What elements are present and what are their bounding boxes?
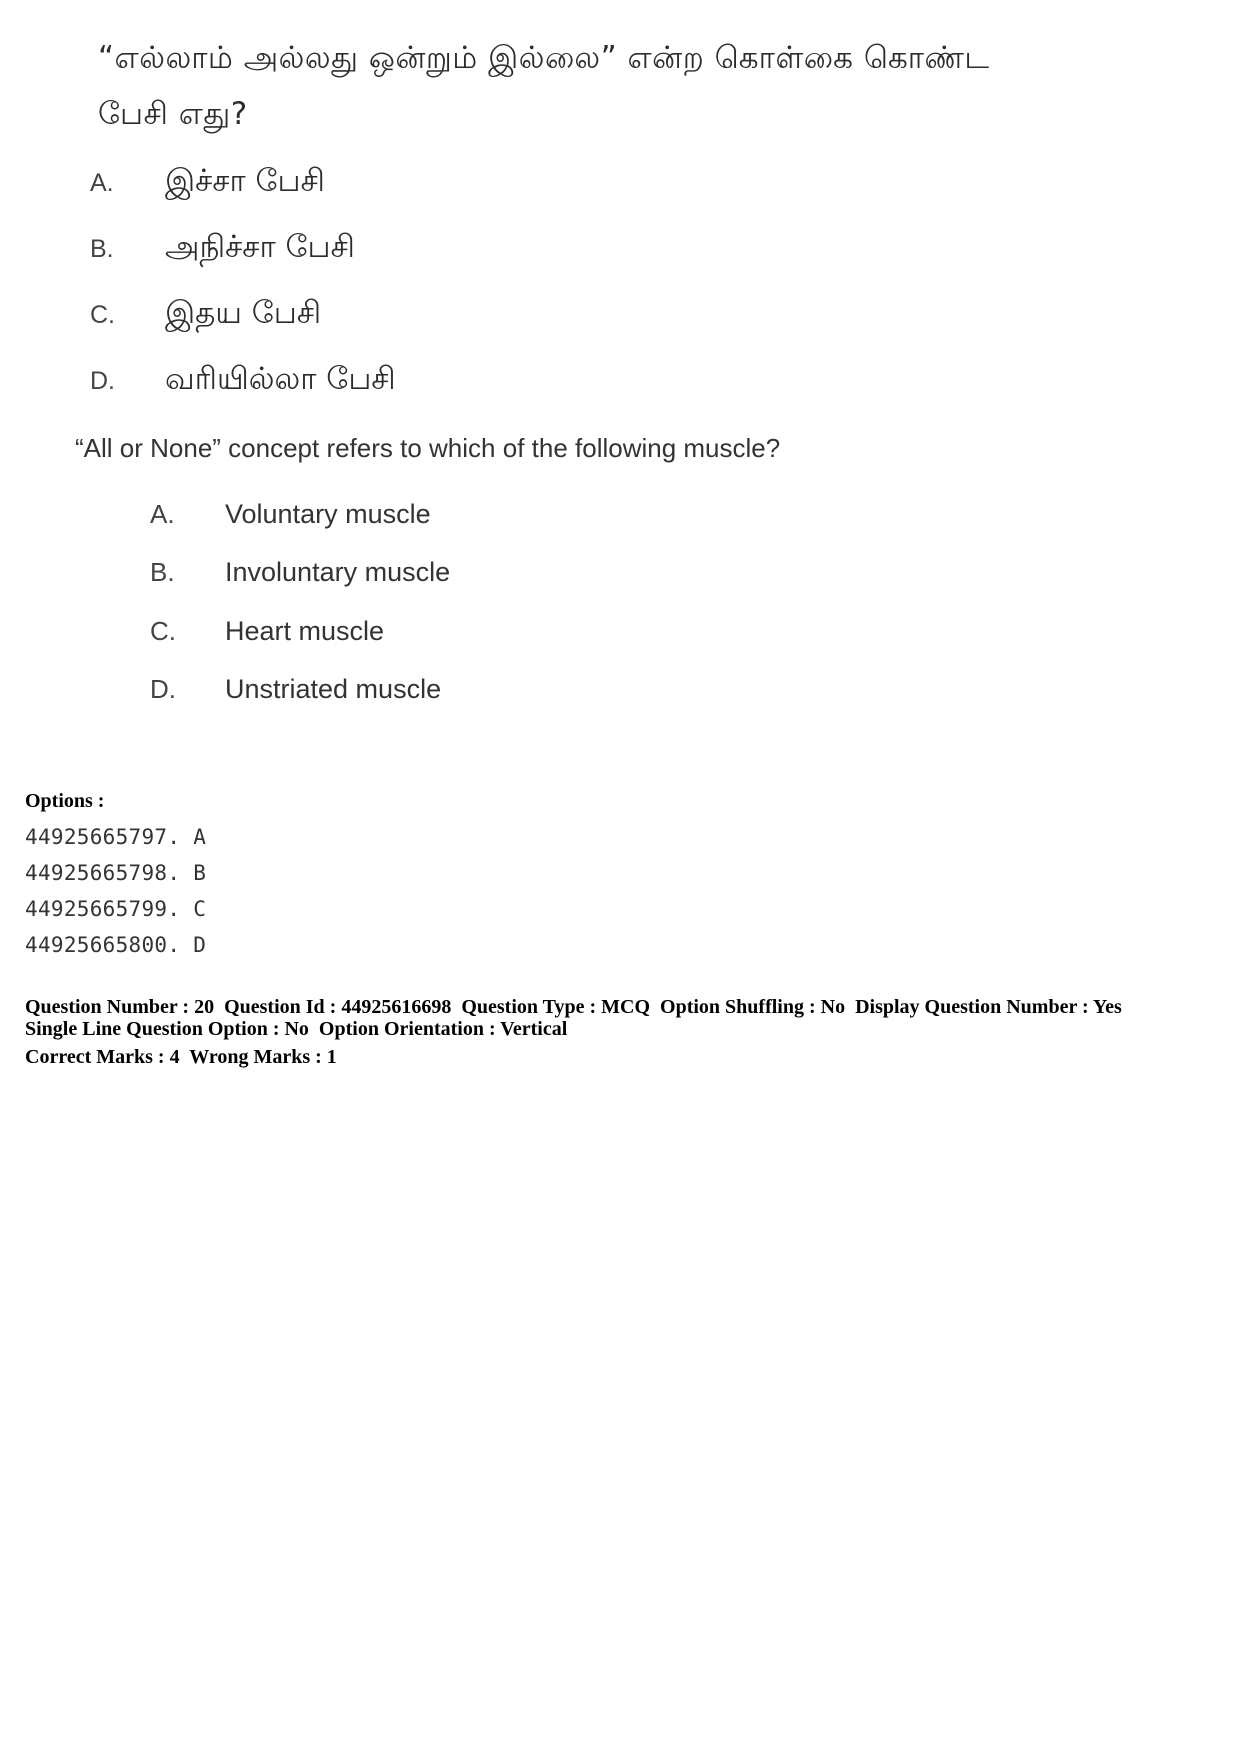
option-id-row: 44925665800. D: [25, 933, 207, 957]
option-letter: C.: [150, 615, 176, 646]
english-option-c: [150, 602, 450, 661]
option-letter: C.: [90, 300, 115, 329]
english-question: “All or None” concept refers to which of the following muscle?: [75, 433, 781, 463]
option-text: இதய பேசி: [165, 295, 322, 331]
tamil-option-c: [90, 282, 396, 348]
option-letter: B.: [150, 557, 175, 588]
options-section: [25, 790, 206, 963]
option-letter: A.: [90, 168, 114, 197]
option-text: வரியில்லா பேசி: [165, 361, 396, 397]
option-text: Unstriated muscle: [225, 674, 442, 705]
question-meta-line: Single Line Question Option : No Option Orientation : Vertical: [25, 1018, 568, 1040]
option-text: இச்சா பேசி: [165, 163, 325, 199]
tamil-option-d: [90, 348, 396, 414]
marks-line: Correct Marks : 4 Wrong Marks : 1: [25, 1046, 337, 1068]
english-option-b: [150, 544, 450, 603]
option-text: Heart muscle: [225, 615, 385, 646]
option-letter: A.: [150, 498, 175, 529]
option-text: அநிச்சா பேசி: [165, 229, 355, 265]
option-letter: D.: [90, 366, 115, 395]
option-id-row: 44925665797. A: [25, 825, 207, 849]
english-options-list: [150, 485, 450, 719]
option-text: Voluntary muscle: [225, 498, 431, 529]
english-option-d: [150, 661, 450, 720]
english-option-a: [150, 485, 450, 544]
option-letter: B.: [90, 234, 114, 263]
tamil-option-a: [90, 150, 396, 216]
options-heading: Options :: [25, 790, 105, 812]
tamil-question-line: “எல்லாம் அல்லது ஒன்றும் இல்லை” என்ற கொள்கை கொண்ட: [98, 40, 990, 76]
question-image: [70, 20, 1130, 720]
option-text: Involuntary muscle: [225, 557, 451, 588]
question-metadata: [25, 996, 1122, 1068]
tamil-option-b: [90, 216, 396, 282]
tamil-options-list: [90, 150, 396, 414]
option-id-row: 44925665798. B: [25, 861, 207, 885]
tamil-question: [98, 30, 1098, 142]
tamil-question-line: பேசி எது?: [98, 96, 248, 132]
option-letter: D.: [150, 674, 176, 705]
option-id-row: 44925665799. C: [25, 897, 207, 921]
question-meta-line: Question Number : 20 Question Id : 44925616698 Question Type : MCQ Option Shuffling : No Display Question Number : Yes: [25, 996, 1122, 1018]
